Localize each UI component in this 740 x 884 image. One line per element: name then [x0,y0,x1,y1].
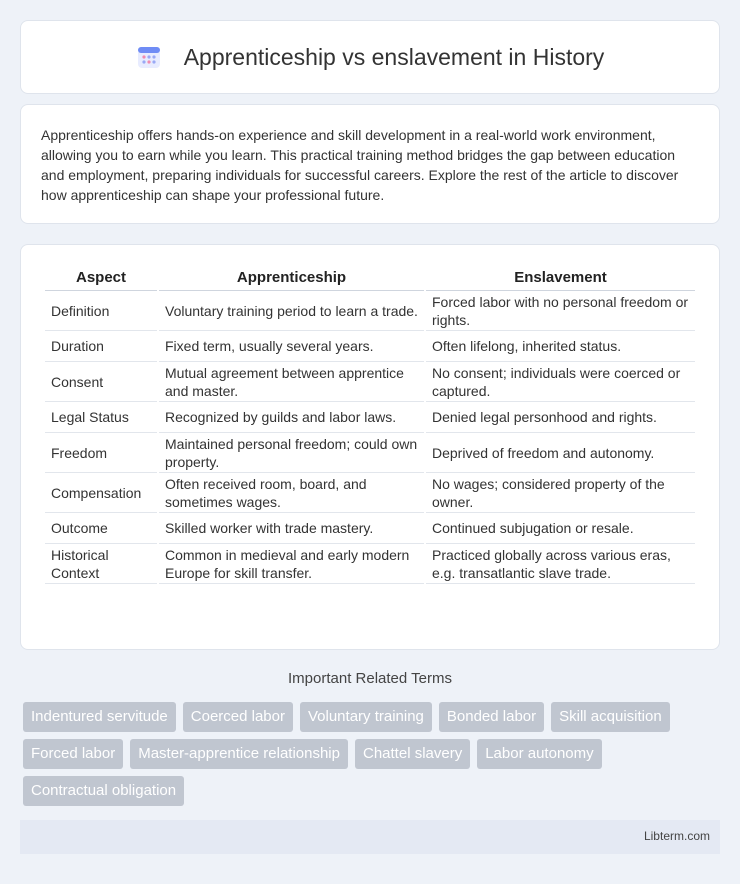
footer-site-link[interactable]: Libterm.com [643,829,710,843]
header-card [20,20,720,94]
column-header-enslavement: Enslavement [426,265,695,291]
column-header-apprenticeship: Apprenticeship [159,265,424,291]
cell-aspect: Historical Context [45,544,157,584]
cell-apprenticeship: Skilled worker with trade mastery. [159,513,424,544]
cell-enslavement: Often lifelong, inherited status. [426,331,695,362]
calendar-icon [136,44,162,70]
table-row [45,473,695,513]
cell-apprenticeship: Maintained personal freedom; could own property. [159,433,424,473]
cell-aspect: Outcome [45,513,157,544]
related-terms-title: Important Related Terms [288,670,452,687]
term-tag[interactable]: Indentured servitude [23,702,176,732]
footer [20,820,720,854]
cell-enslavement: No consent; individuals were coerced or captured. [426,362,695,402]
cell-apprenticeship: Fixed term, usually several years. [159,331,424,362]
page-title: Apprenticeship vs enslavement in History [183,43,605,70]
term-tag[interactable]: Skill acquisition [551,702,670,732]
cell-enslavement: No wages; considered property of the owner. [426,473,695,513]
related-terms-list [23,702,723,806]
intro-card [20,104,720,224]
table-row [45,544,695,584]
table-row [45,362,695,402]
column-header-aspect: Aspect [45,265,157,291]
comparison-table-card [20,244,720,650]
cell-apprenticeship: Often received room, board, and sometimes wages. [159,473,424,513]
table-row [45,513,695,544]
term-tag[interactable]: Master-apprentice relationship [130,739,348,769]
cell-aspect: Compensation [45,473,157,513]
cell-aspect: Consent [45,362,157,402]
cell-aspect: Freedom [45,433,157,473]
cell-apprenticeship: Recognized by guilds and labor laws. [159,402,424,433]
term-tag[interactable]: Coerced labor [183,702,293,732]
term-tag[interactable]: Forced labor [23,739,123,769]
comparison-table [43,265,697,584]
cell-enslavement: Denied legal personhood and rights. [426,402,695,433]
cell-aspect: Legal Status [45,402,157,433]
cell-apprenticeship: Common in medieval and early modern Europe for skill transfer. [159,544,424,584]
term-tag[interactable]: Bonded labor [439,702,544,732]
cell-enslavement: Deprived of freedom and autonomy. [426,433,695,473]
table-row [45,331,695,362]
cell-apprenticeship: Voluntary training period to learn a trade. [159,291,424,331]
intro-text: Apprenticeship offers hands-on experience and skill development in a real-world work environment, allowing you to earn while you learn. This practical training method bridges the gap between education and employment, preparing individuals for successful careers. Explore the rest of the article to discover how apprenticeship can shape your professional future. [41,127,679,203]
cell-aspect: Duration [45,331,157,362]
term-tag[interactable]: Voluntary training [300,702,432,732]
cell-enslavement: Forced labor with no personal freedom or rights. [426,291,695,331]
table-row [45,402,695,433]
term-tag[interactable]: Contractual obligation [23,776,184,806]
table-row [45,291,695,331]
cell-aspect: Definition [45,291,157,331]
cell-apprenticeship: Mutual agreement between apprentice and master. [159,362,424,402]
table-row [45,433,695,473]
term-tag[interactable]: Labor autonomy [477,739,601,769]
term-tag[interactable]: Chattel slavery [355,739,470,769]
cell-enslavement: Continued subjugation or resale. [426,513,695,544]
cell-enslavement: Practiced globally across various eras, e.g. transatlantic slave trade. [426,544,695,584]
